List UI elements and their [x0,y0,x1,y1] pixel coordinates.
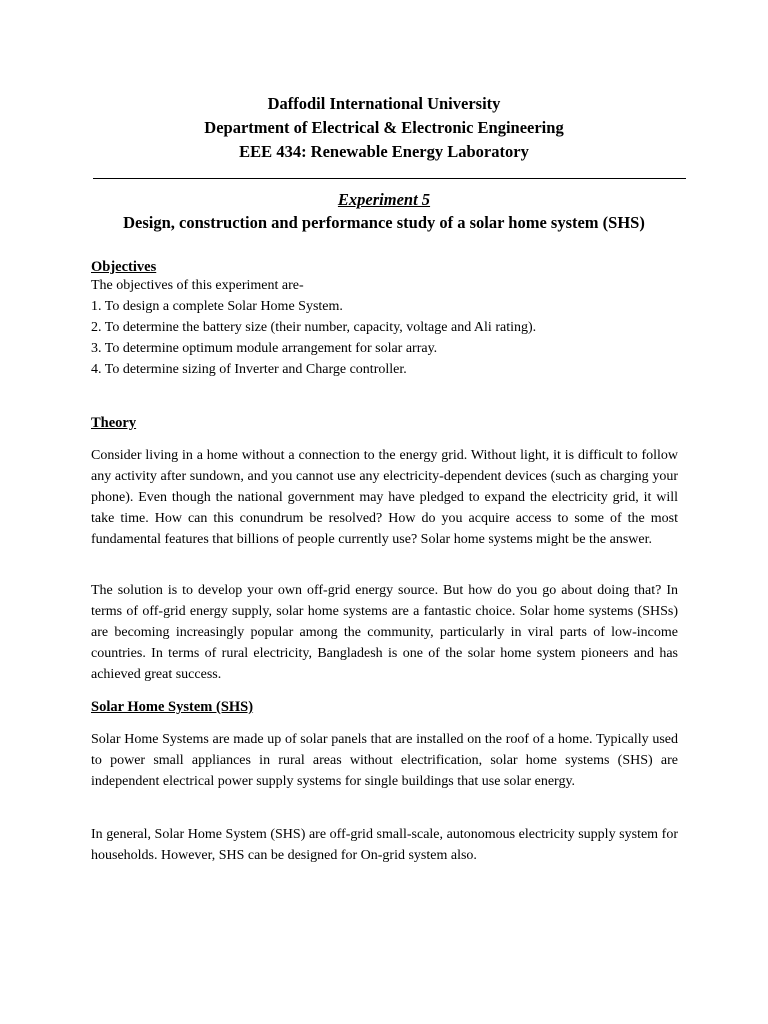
shs-paragraph: In general, Solar Home System (SHS) are off-grid small-scale, autonomous electricity supply system for households. However, SHS can be designed for On-grid system also. [91,827,678,863]
objective-item: 3. To determine optimum module arrangement for solar array. [91,341,438,356]
objective-item: 4. To determine sizing of Inverter and Charge controller. [91,362,407,377]
objectives-list [91,275,536,380]
objectives-heading: Objectives [91,259,157,275]
objective-item: 1. To design a complete Solar Home System. [91,299,343,314]
experiment-title: Design, construction and performance study of a solar home system (SHS) [123,213,645,232]
objectives-intro: The objectives of this experiment are- [91,278,304,293]
university-name: Daffodil International University [267,94,501,113]
theory-paragraph: Consider living in a home without a connection to the energy grid. Without light, it is difficult to follow any activity after sundown, and you cannot use any electricity-dependent devices (such as charging your phone). Even though the national government may have pledged to expand the electricity grid, it will take time. How can this conundrum be resolved? How do you acquire access to some of the most fundamental features that billions of people currently use? Solar home systems might be the answer. [91,448,678,547]
experiment-label: Experiment 5 [337,190,431,209]
shs-paragraph: Solar Home Systems are made up of solar panels that are installed on the roof of a home. Typically used to power small appliances in rural areas without electrification, solar home systems (SHS) are independent electrical power supply systems for single buildings that use solar energy. [91,732,678,789]
department-name: Department of Electrical & Electronic Engineering [204,118,564,137]
shs-heading: Solar Home System (SHS) [91,699,254,715]
theory-heading: Theory [91,415,137,431]
theory-paragraph: The solution is to develop your own off-grid energy source. But how do you go about doing that? In terms of off-grid energy supply, solar home systems are a fantastic choice. Solar home systems (SHSs) are becoming increasingly popular among the community, particularly in viral parts of low-income countries. In terms of rural electricity, Bangladesh is one of the solar home system pioneers and has achieved great success. [91,583,678,682]
document-header [0,92,768,164]
course-title: EEE 434: Renewable Energy Laboratory [239,142,529,161]
header-divider [93,178,686,179]
objective-item: 2. To determine the battery size (their number, capacity, voltage and Ali rating). [91,320,537,335]
